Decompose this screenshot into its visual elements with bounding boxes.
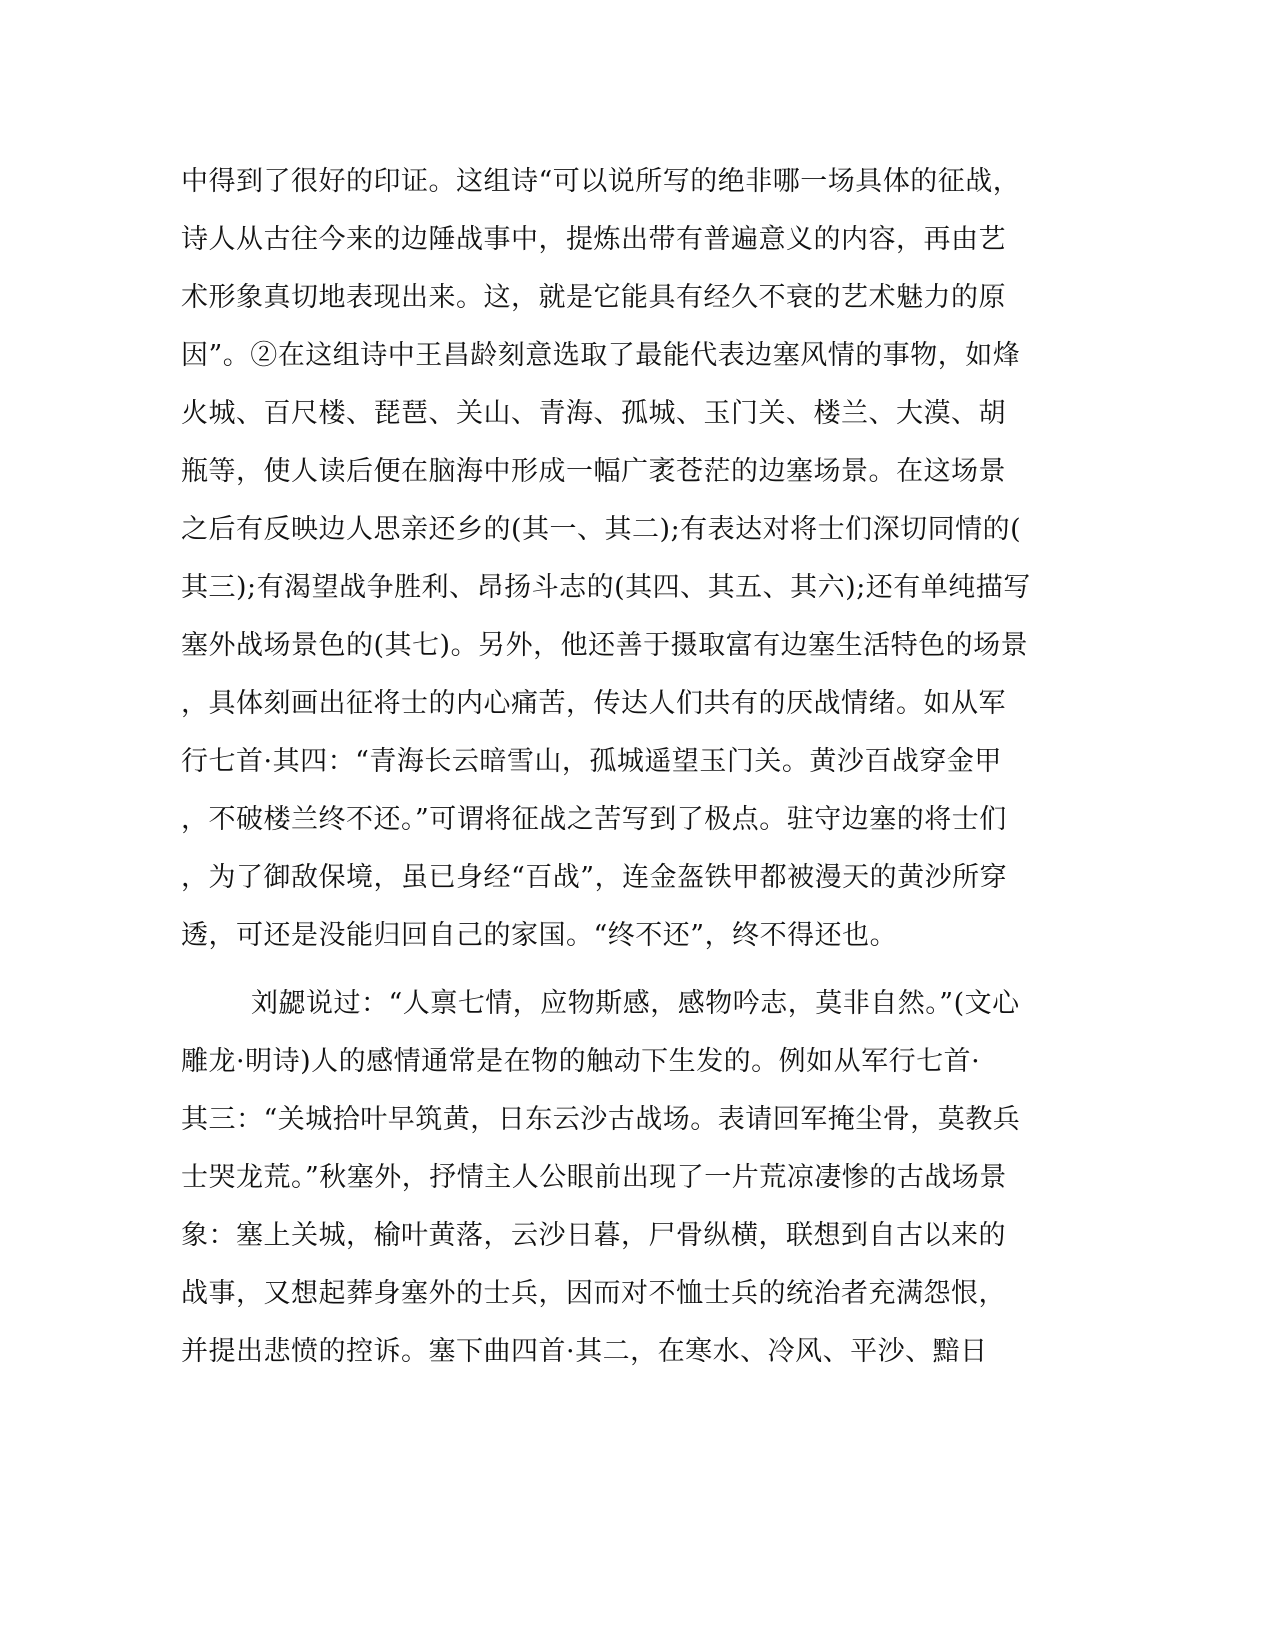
text-line-5: 火城、百尺楼、琵琶、关山、青海、孤城、玉门关、楼兰、大漠、胡 xyxy=(181,398,1006,429)
text-line-11: 行七首·其四：“青海长云暗雪山，孤城遥望玉门关。黄沙百战穿金甲 xyxy=(181,746,1002,777)
text-line-10: ，具体刻画出征将士的内心痛苦，传达人们共有的厌战情绪。如从军 xyxy=(181,688,1006,719)
text-line-17: 其三：“关城拾叶早筑黄，日东云沙古战场。表请回军掩尘骨，莫教兵 xyxy=(181,1104,1021,1135)
text-line-7: 之后有反映边人思亲还乡的(其一、其二);有表达对将士们深切同情的( xyxy=(181,514,1022,545)
text-line-14: 透，可还是没能归回自己的家国。“终不还”，终不得还也。 xyxy=(181,920,898,951)
text-line-16: 雕龙·明诗)人的感情通常是在物的触动下生发的。例如从军行七首· xyxy=(181,1046,981,1077)
text-line-2: 诗人从古往今来的边陲战事中，提炼出带有普遍意义的内容，再由艺 xyxy=(181,224,1006,255)
text-line-8: 其三);有渴望战争胜利、昂扬斗志的(其四、其五、其六);还有单纯描写 xyxy=(181,572,1031,603)
text-line-4: 因”。②在这组诗中王昌龄刻意选取了最能代表边塞风情的事物，如烽 xyxy=(181,340,1021,371)
text-line-9: 塞外战场景色的(其七)。另外，他还善于摄取富有边塞生活特色的场景 xyxy=(181,630,1029,661)
text-line-1: 中得到了很好的印证。这组诗“可以说所写的绝非哪一场具体的征战， xyxy=(181,166,1021,197)
text-line-21: 并提出悲愤的控诉。塞下曲四首·其二，在寒水、冷风、平沙、黯日 xyxy=(181,1336,988,1367)
text-line-20: 战事，又想起葬身塞外的士兵，因而对不恤士兵的统治者充满怨恨， xyxy=(181,1278,1006,1309)
text-line-18: 士哭龙荒。”秋塞外，抒情主人公眼前出现了一片荒凉凄惨的古战场景 xyxy=(181,1162,1007,1193)
text-line-15: 刘勰说过：“人禀七情，应物斯感，感物吟志，莫非自然。”(文心 xyxy=(251,988,1020,1019)
text-line-12: ，不破楼兰终不还。”可谓将征战之苦写到了极点。驻守边塞的将士们 xyxy=(181,804,1007,835)
text-line-19: 象：塞上关城，榆叶黄落，云沙日暮，尸骨纵横，联想到自古以来的 xyxy=(181,1220,1006,1251)
text-line-6: 瓶等，使人读后便在脑海中形成一幅广袤苍茫的边塞场景。在这场景 xyxy=(181,456,1006,487)
text-line-3: 术形象真切地表现出来。这，就是它能具有经久不衰的艺术魅力的原 xyxy=(181,282,1006,313)
text-line-13: ，为了御敌保境，虽已身经“百战”，连金盔铁甲都被漫天的黄沙所穿 xyxy=(181,862,1008,893)
